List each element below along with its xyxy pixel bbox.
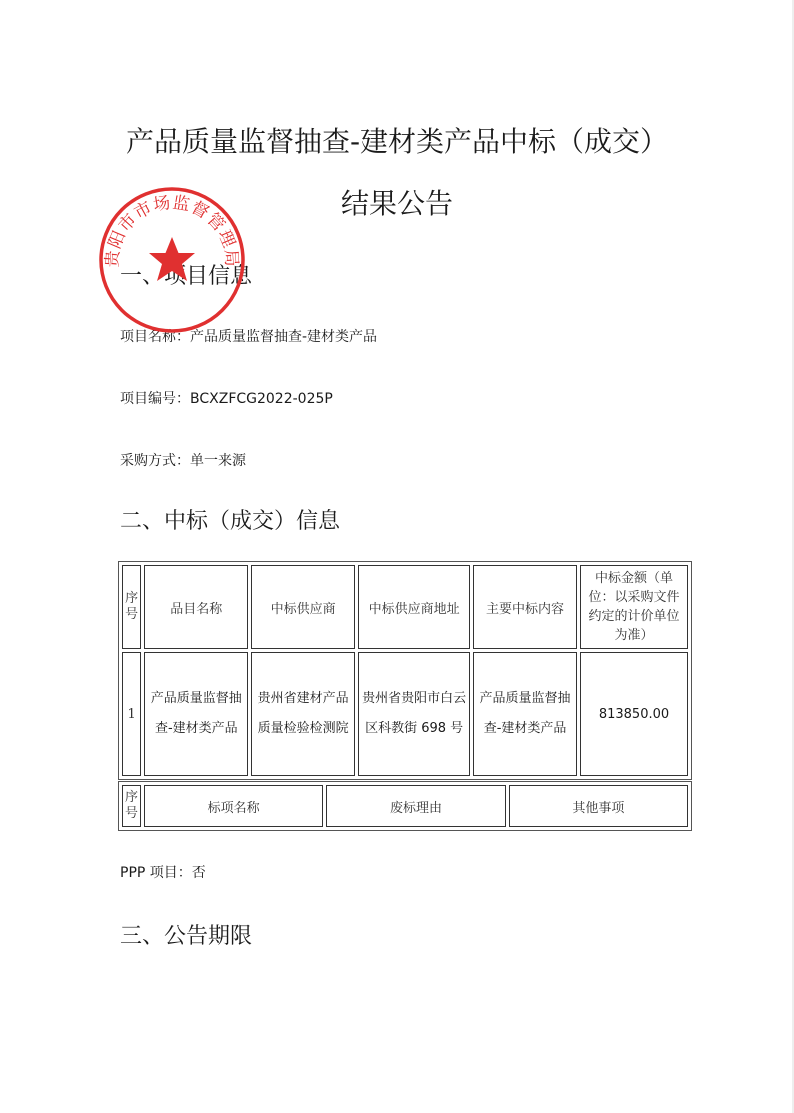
header-failure-reason: 废标理由 (326, 785, 505, 827)
header-item-name: 品目名称 (144, 565, 248, 649)
award-table (118, 561, 692, 780)
ppp-project: PPP 项目：否 (120, 865, 206, 881)
official-seal-icon (97, 185, 247, 335)
header-seq: 序号 (122, 565, 141, 649)
table-row (122, 652, 688, 776)
project-name: 项目名称：产品质量监督抽查-建材类产品 (120, 329, 378, 345)
cell-supplier-address: 贵州省贵阳市白云区科教街 698 号 (358, 652, 470, 776)
header-seq-2: 序号 (122, 785, 141, 827)
header-other-matters: 其他事项 (509, 785, 688, 827)
seal-text: 贵阳市市场监督管理局 (102, 192, 242, 269)
failed-bid-table (118, 781, 692, 831)
header-supplier: 中标供应商 (251, 565, 355, 649)
procurement-method: 采购方式：单一来源 (120, 453, 246, 469)
table-header-row (122, 565, 688, 649)
cell-amount: 813850.00 (580, 652, 688, 776)
header-lot-name: 标项名称 (144, 785, 323, 827)
section1-heading: 一、项目信息 (120, 264, 253, 289)
cell-item-name: 产品质量监督抽查-建材类产品 (144, 652, 248, 776)
header-supplier-address: 中标供应商地址 (358, 565, 470, 649)
project-number: 项目编号：BCXZFCG2022-025P (120, 391, 333, 407)
cell-supplier: 贵州省建材产品质量检验检测院 (251, 652, 355, 776)
page-title-line1: 产品质量监督抽查-建材类产品中标（成交） (125, 125, 669, 158)
table-header-row (122, 785, 688, 827)
header-main-content: 主要中标内容 (473, 565, 577, 649)
cell-main-content: 产品质量监督抽查-建材类产品 (473, 652, 577, 776)
cell-seq: 1 (122, 652, 141, 776)
page-title-line2: 结果公告 (340, 187, 453, 220)
section3-heading: 三、公告期限 (120, 924, 253, 949)
section2-heading: 二、中标（成交）信息 (120, 509, 341, 534)
header-amount: 中标金额（单位：以采购文件约定的计价单位为准） (580, 565, 688, 649)
